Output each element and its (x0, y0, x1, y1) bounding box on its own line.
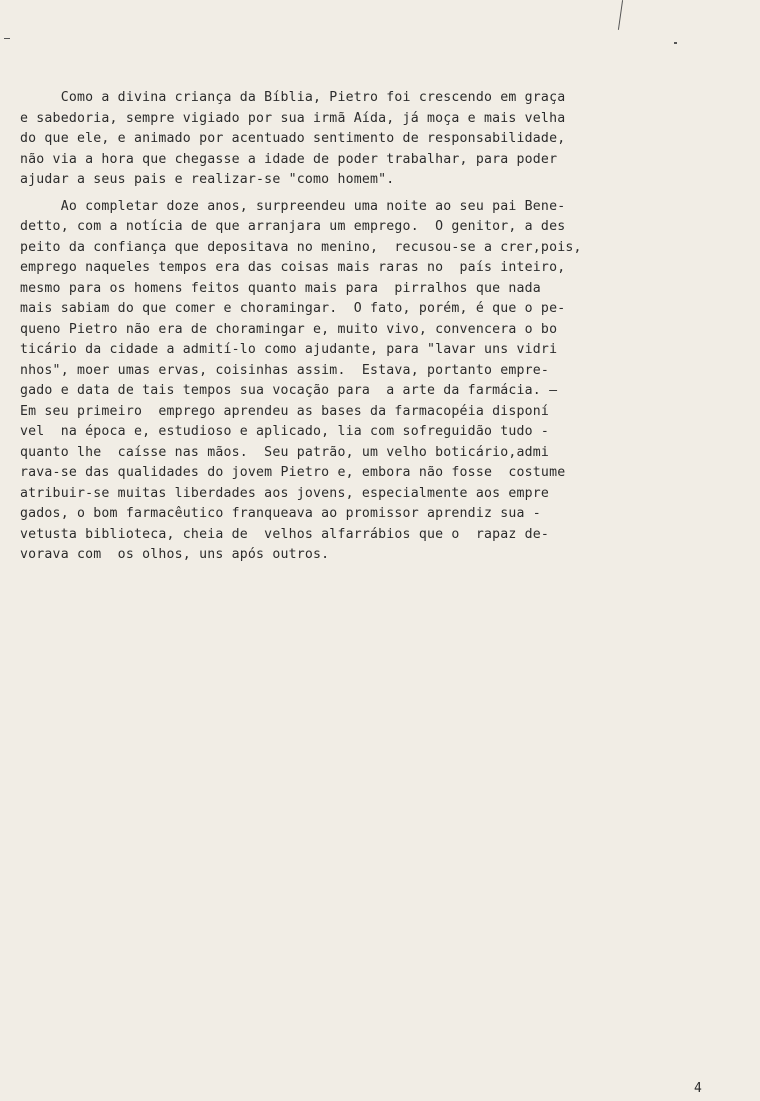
text-line: rava-se das qualidades do jovem Pietro e, embora não fosse costume (20, 465, 566, 480)
text-line: quanto lhe caísse nas mãos. Seu patrão, um velho boticário,admi (20, 444, 550, 460)
text-line: mesmo para os homens feitos quanto mais para pirralhos que nada (20, 280, 541, 296)
text-line: Em seu primeiro emprego aprendeu as bases da farmacopéia disponí (20, 403, 550, 419)
text-line: detto, com a notícia de que arranjara um emprego. O genitor, a des (20, 219, 566, 234)
stray-mark (674, 42, 677, 44)
text-line: vorava com os olhos, uns após outros. (20, 547, 330, 562)
text-line: emprego naqueles tempos era das coisas mais raras no país inteiro, (20, 260, 566, 275)
text-line: queno Pietro não era de choramingar e, muito vivo, convencera o bo (20, 321, 558, 337)
text-line: ticário da cidade a admití-lo como ajudante, para "lavar uns vidri (20, 342, 558, 357)
text-line: vetusta biblioteca, cheia de velhos alfarrábios que o rapaz de- (20, 526, 550, 542)
stray-mark (618, 0, 623, 30)
stray-mark (4, 38, 10, 39)
text-line: peito da confiança que depositava no menino, recusou-se a crer,pois, (20, 239, 582, 255)
text-line: nhos", moer umas ervas, coisinhas assim. Estava, portanto empre- (20, 362, 550, 378)
text-line: gado e data de tais tempos sua vocação para a arte da farmácia. — (20, 383, 558, 398)
text-line: atribuir-se muitas liberdades aos jovens, especialmente aos empre (20, 485, 550, 501)
text-line: gados, o bom farmacêutico franqueava ao promissor aprendiz sua - (20, 506, 541, 521)
text-line: e sabedoria, sempre vigiado por sua irmã Aída, já moça e mais velha (20, 110, 566, 126)
paragraph-1 (20, 88, 740, 191)
text-line: vel na época e, estudioso e aplicado, lia com sofreguidão tudo - (20, 424, 550, 439)
typed-text-body (20, 88, 740, 566)
paragraph-2 (20, 197, 740, 566)
text-line: não via a hora que chegasse a idade de poder trabalhar, para poder (20, 151, 558, 167)
page-number: 4 (694, 1081, 702, 1096)
text-line: ajudar a seus pais e realizar-se "como homem". (20, 172, 395, 187)
text-line: do que ele, e animado por acentuado sentimento de responsabilidade, (20, 131, 566, 146)
text-line: Como a divina criança da Bíblia, Pietro foi crescendo em graça (20, 90, 566, 105)
text-line: mais sabiam do que comer e choramingar. O fato, porém, é que o pe- (20, 301, 566, 316)
text-line: Ao completar doze anos, surpreendeu uma noite ao seu pai Bene- (20, 198, 566, 214)
